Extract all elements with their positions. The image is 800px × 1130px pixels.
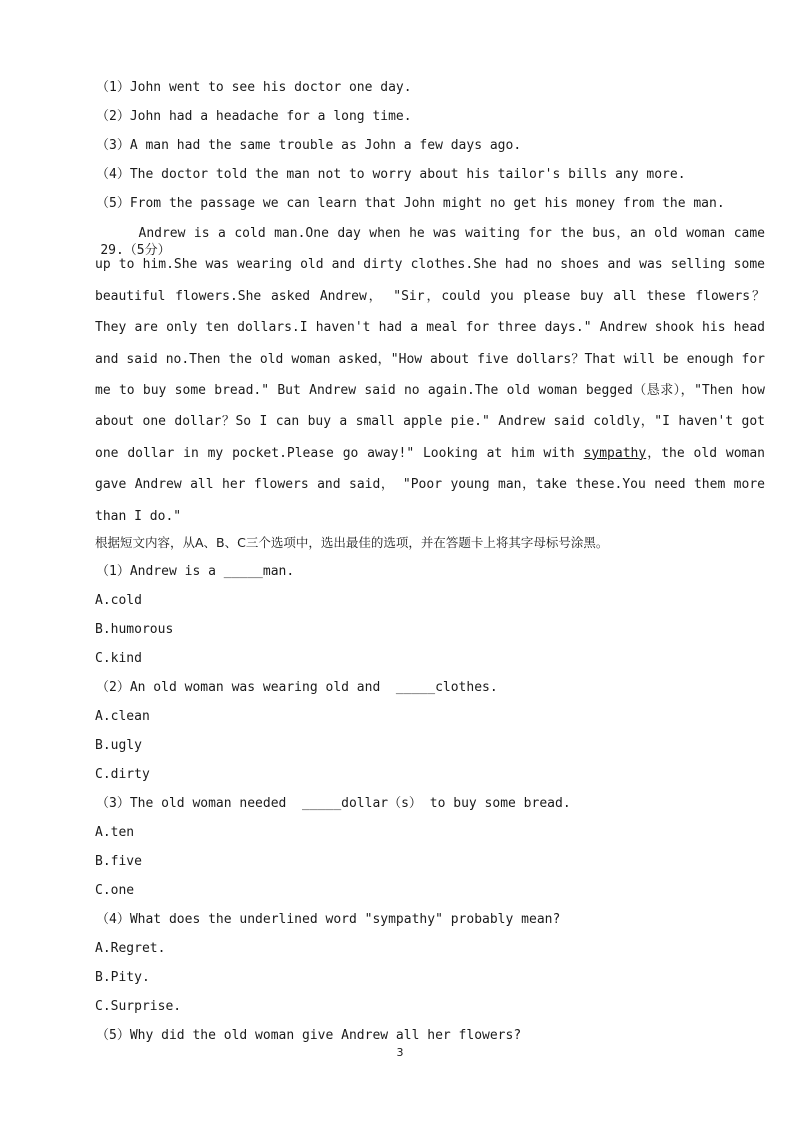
statement-1: （1）John went to see his doctor one day. bbox=[96, 80, 412, 95]
question-1-stem: （1）Andrew is a _____man. bbox=[96, 564, 295, 579]
page-number: 3 bbox=[396, 1046, 404, 1059]
statement-3: （3）A man had the same trouble as John a few days ago. bbox=[96, 138, 522, 153]
passage-text-after: ，the old woman gave Andrew all her flowers and said， "Poor young man，take these.You need them more than I do." bbox=[95, 445, 765, 524]
question-4-stem: （4）What does the underlined word "sympathy" probably mean? bbox=[96, 912, 561, 927]
question-4-option-c[interactable]: C.Surprise. bbox=[95, 999, 182, 1014]
question-2-option-c[interactable]: C.dirty bbox=[95, 767, 150, 782]
statement-5: （5）From the passage we can learn that John might no get his money from the man. bbox=[96, 196, 725, 211]
question-3-option-b[interactable]: B.five bbox=[95, 854, 142, 869]
question-3-option-a[interactable]: A.ten bbox=[95, 825, 135, 840]
instruction: 根据短文内容，从A、B、C三个选项中，选出最佳的选项，并在答题卡上将其字母标号涂黑。 bbox=[95, 535, 609, 550]
question-number: 29. bbox=[100, 243, 124, 258]
question-2-option-b[interactable]: B.ugly bbox=[95, 738, 142, 753]
underlined-word: sympathy bbox=[583, 445, 647, 461]
question-1-option-c[interactable]: C.kind bbox=[95, 651, 142, 666]
question-3-stem: （3）The old woman needed _____dollar（s） to buy some bread. bbox=[96, 796, 571, 811]
question-1-option-a[interactable]: A.cold bbox=[95, 593, 142, 608]
reading-passage bbox=[65, 218, 765, 532]
question-1-option-b[interactable]: B.humorous bbox=[95, 622, 174, 637]
question-5-stem: （5）Why did the old woman give Andrew all her flowers? bbox=[96, 1028, 522, 1043]
question-2-stem: （2）An old woman was wearing old and _____clothes. bbox=[96, 680, 498, 695]
question-4-option-b[interactable]: B.Pity. bbox=[95, 970, 150, 985]
question-4-option-a[interactable]: A.Regret. bbox=[95, 941, 166, 956]
passage-text-before: Andrew is a cold man.One day when he was waiting for the bus，an old woman came up to him.She was wearing old and dirty clothes.She had no shoes and was selling some beautiful flowers.She asked Andrew， "Sir，could you please buy all these flowers？They are only ten dollars.I haven't had a meal for three days." Andrew shook his head and said no.Then the old woman asked，"How about five dollars？That will be enough for me to buy some bread." But Andrew said no again.The old woman begged（恳求），"Then how about one dollar？So I can buy a small apple pie." Andrew said coldly，"I haven't got one dollar in my pocket.Please go away!" Looking at him with bbox=[95, 226, 765, 461]
question-2-option-a[interactable]: A.clean bbox=[95, 709, 150, 724]
statement-2: （2）John had a headache for a long time. bbox=[96, 109, 412, 124]
question-3-option-c[interactable]: C.one bbox=[95, 883, 135, 898]
statement-4: （4）The doctor told the man not to worry about his tailor's bills any more. bbox=[96, 167, 686, 182]
question-points: （5分） bbox=[123, 243, 171, 258]
